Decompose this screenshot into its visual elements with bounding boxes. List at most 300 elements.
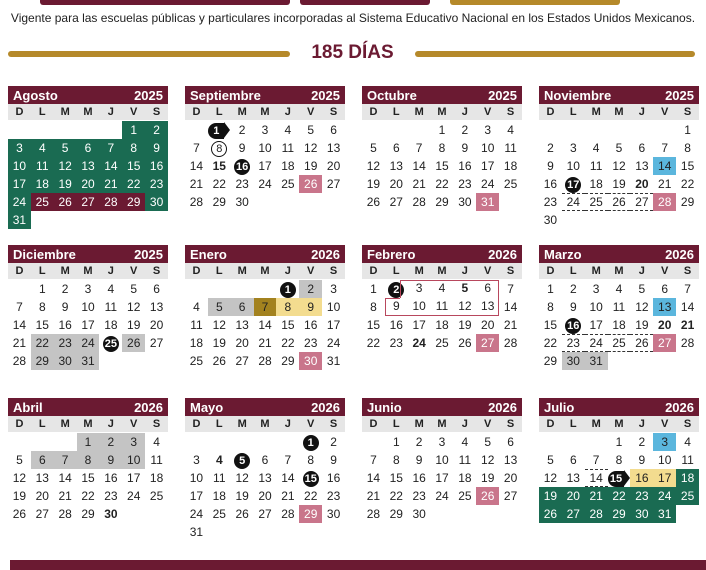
month-year: 2025 [488, 87, 517, 103]
day-cell: 20 [149, 318, 164, 332]
weekday-label: D [546, 106, 555, 118]
day-cell: 9 [415, 453, 423, 467]
day-cell: 27 [653, 334, 676, 352]
day-cell: 27 [77, 193, 100, 211]
day-cell: 23 [145, 175, 168, 193]
day-cell: 23 [54, 334, 77, 352]
month-year: 2026 [665, 399, 694, 415]
weekday-label: M [83, 106, 93, 118]
day-cell: 1 [276, 280, 299, 298]
weekday-label: V [307, 106, 315, 118]
day-cell: 16 [104, 471, 118, 485]
day-cell: 18 [612, 318, 626, 332]
day-cell: 27 [326, 177, 341, 191]
day-cell: 8 [38, 300, 46, 314]
day-cell: 7 [193, 141, 200, 155]
month-name: Enero [190, 246, 227, 262]
weekday-label: S [152, 418, 161, 430]
day-cell: 11 [104, 300, 118, 314]
day-cell: 1 [208, 121, 231, 139]
day-cell: 1 [615, 435, 623, 449]
day-cell: 13 [235, 318, 249, 332]
day-cell: 27 [389, 195, 403, 209]
weekday-label: M [83, 418, 93, 430]
day-cell: 14 [412, 159, 426, 173]
day-cell: 8 [122, 139, 145, 157]
day-cell: 25 [676, 487, 699, 505]
day-cell: 12 [12, 471, 27, 485]
day-cell: 16 [458, 159, 472, 173]
day-cell: 9 [299, 298, 322, 316]
day-cell: 7 [284, 453, 292, 467]
day-cell: 19 [612, 177, 626, 191]
day-cell: 8 [208, 139, 231, 157]
day-cell: 22 [31, 334, 54, 352]
month-header [8, 245, 168, 263]
day-cell: 15 [81, 471, 95, 485]
day-cell: 4 [284, 123, 292, 137]
day-cell: 25 [608, 334, 631, 352]
weekday-label: M [591, 265, 601, 277]
title-remnant [0, 0, 706, 8]
day-cell: 7 [507, 282, 514, 296]
month-year: 2025 [134, 87, 163, 103]
day-cell: 25 [503, 177, 518, 191]
day-cell: 15 [122, 157, 145, 175]
day-cell: 26 [212, 354, 226, 368]
day-cell: 12 [543, 471, 558, 485]
day-cell: 5 [547, 453, 554, 467]
day-cell: 3 [261, 123, 269, 137]
weekday-label: M [60, 265, 70, 277]
day-cell: 27 [35, 507, 49, 521]
day-cell: 14 [653, 157, 676, 175]
day-cell: 24 [435, 489, 449, 503]
day-cell: 6 [261, 453, 269, 467]
weekday-header [185, 416, 345, 432]
day-cell: 28 [412, 195, 426, 209]
month-header [185, 86, 345, 104]
weekday-label: J [107, 106, 114, 118]
day-cell: 2 [145, 121, 168, 139]
day-cell: 4 [193, 300, 200, 314]
day-cell: 15 [435, 159, 449, 173]
day-cell: 1 [547, 282, 554, 296]
weekday-label: D [192, 265, 201, 277]
day-cell: 13 [149, 300, 164, 314]
month-name: Abril [13, 399, 43, 415]
day-cell: 17 [589, 318, 603, 332]
day-cell: 15 [543, 318, 558, 332]
day-cell: 2 [330, 435, 337, 449]
day-cell: 11 [504, 141, 517, 155]
day-cell: 26 [476, 487, 499, 505]
day-cell: 3 [569, 141, 577, 155]
month-name: Agosto [13, 87, 58, 103]
day-cell: 10 [589, 300, 603, 314]
day-cell: 29 [31, 352, 54, 370]
highlight-box [385, 298, 499, 316]
day-cell: 26 [539, 505, 562, 523]
day-cell: 25 [189, 354, 204, 368]
day-cell: 21 [503, 318, 518, 332]
day-cell: 20 [635, 177, 649, 191]
month-header [539, 398, 699, 416]
day-cell: 17 [412, 318, 426, 332]
day-cell: 24 [189, 507, 204, 521]
day-cell: 2 [99, 433, 122, 451]
day-cell: 26 [608, 193, 631, 211]
weekday-label: V [661, 106, 669, 118]
day-cell: 23 [412, 489, 426, 503]
day-cell: 27 [630, 193, 653, 211]
day-cell: 15 [212, 159, 226, 173]
day-cell: 29 [543, 354, 558, 368]
day-cell: 17 [81, 318, 95, 332]
day-cell: 9 [238, 141, 246, 155]
weekday-label: L [392, 418, 400, 430]
month-header [539, 245, 699, 263]
day-cell: 4 [215, 453, 223, 467]
day-cell: 16 [304, 318, 318, 332]
day-cell: 2 [461, 123, 469, 137]
day-cell: 4 [592, 141, 600, 155]
day-cell: 2 [385, 280, 408, 298]
weekday-label: M [83, 265, 93, 277]
divider-left [8, 51, 290, 57]
day-cell: 4 [507, 123, 514, 137]
day-cell: 25 [104, 338, 117, 350]
day-cell: 27 [503, 489, 518, 503]
weekday-label: L [569, 418, 577, 430]
day-cell: 26 [235, 507, 249, 521]
day-cell: 19 [304, 159, 318, 173]
day-cell: 30 [458, 195, 472, 209]
day-cell: 28 [585, 505, 608, 523]
day-cell: 21 [366, 489, 381, 503]
month-header [362, 245, 522, 263]
day-cell: 3 [592, 282, 600, 296]
day-cell: 14 [99, 157, 122, 175]
day-cell: 13 [389, 159, 403, 173]
day-cell: 7 [16, 300, 23, 314]
day-cell: 10 [326, 300, 341, 314]
weekday-label: J [638, 265, 645, 277]
day-cell: 6 [153, 282, 160, 296]
weekday-label: D [369, 418, 378, 430]
day-cell: 28 [366, 507, 381, 521]
day-cell: 28 [12, 354, 27, 368]
weekday-label: D [15, 418, 24, 430]
highlight-box [385, 298, 400, 299]
day-cell: 4 [461, 435, 469, 449]
month-header [8, 86, 168, 104]
day-cell: 24 [585, 334, 608, 352]
day-cell: 30 [630, 505, 653, 523]
weekday-label: L [38, 418, 46, 430]
day-cell: 30 [104, 507, 118, 521]
day-cell: 24 [653, 487, 676, 505]
weekday-header [362, 263, 522, 279]
day-cell: 5 [307, 123, 315, 137]
day-cell: 3 [330, 282, 337, 296]
weekday-label: M [237, 106, 247, 118]
weekday-label: M [414, 265, 424, 277]
month-year: 2026 [488, 246, 517, 262]
day-cell: 4 [153, 435, 160, 449]
weekday-label: L [392, 265, 400, 277]
day-cell: 31 [653, 505, 676, 523]
day-cell: 25 [458, 489, 472, 503]
day-cell: 26 [122, 334, 145, 352]
day-cell: 5 [484, 435, 492, 449]
weekday-label: M [60, 106, 70, 118]
weekday-label: J [461, 265, 468, 277]
day-cell: 17 [567, 179, 580, 191]
divider-right [415, 51, 695, 57]
weekday-label: L [392, 106, 400, 118]
day-cell: 7 [415, 141, 423, 155]
day-cell: 26 [12, 507, 27, 521]
weekday-label: L [215, 106, 223, 118]
day-cell: 18 [281, 159, 295, 173]
day-cell: 3 [415, 281, 423, 295]
day-cell: 13 [481, 299, 495, 313]
day-cell: 6 [31, 451, 54, 469]
days-total: 185 DÍAS [311, 42, 394, 63]
day-cell: 22 [543, 336, 558, 350]
day-cell: 1 [370, 282, 377, 296]
day-cell: 7 [54, 451, 77, 469]
day-cell: 2 [415, 435, 423, 449]
day-cell: 26 [299, 175, 322, 193]
day-cell: 25 [585, 193, 608, 211]
day-cell: 15 [35, 318, 49, 332]
day-cell: 25 [31, 193, 54, 211]
weekday-label: L [38, 106, 46, 118]
weekday-label: M [414, 418, 424, 430]
day-cell: 20 [503, 471, 518, 485]
day-cell: 17 [189, 489, 204, 503]
day-cell: 22 [608, 487, 631, 505]
day-cell: 30 [299, 352, 322, 370]
month-noviembre [539, 86, 699, 228]
day-cell: 22 [122, 175, 145, 193]
day-cell: 13 [566, 471, 580, 485]
weekday-label: S [683, 106, 692, 118]
day-cell: 6 [484, 281, 492, 295]
weekday-label: L [569, 106, 577, 118]
day-cell: 29 [281, 354, 295, 368]
month-junio [362, 398, 522, 540]
day-cell: 18 [503, 159, 518, 173]
day-cell: 12 [127, 300, 141, 314]
day-cell: 12 [481, 453, 495, 467]
day-cell: 10 [412, 299, 426, 313]
weekday-label: M [437, 418, 447, 430]
day-cell: 5 [231, 451, 254, 469]
weekday-header [362, 104, 522, 120]
weekday-label: S [506, 418, 515, 430]
day-cell: 28 [258, 354, 272, 368]
month-year: 2025 [134, 246, 163, 262]
weekday-label: J [284, 265, 291, 277]
weekday-label: M [591, 106, 601, 118]
day-cell: 2 [638, 435, 646, 449]
weekday-header [539, 263, 699, 279]
day-cell: 13 [635, 159, 649, 173]
day-cell: 1 [122, 121, 145, 139]
weekday-label: V [307, 265, 315, 277]
day-cell: 29 [435, 195, 449, 209]
day-cell: 12 [304, 141, 318, 155]
weekday-label: D [15, 265, 24, 277]
month-year: 2026 [488, 399, 517, 415]
day-cell: 10 [258, 141, 272, 155]
weekday-label: V [130, 418, 138, 430]
month-diciembre [8, 245, 168, 387]
weekday-header [362, 416, 522, 432]
day-cell: 3 [8, 139, 31, 157]
weekday-label: J [638, 418, 645, 430]
weekday-label: D [192, 418, 201, 430]
day-cell: 3 [84, 282, 92, 296]
weekday-label: V [661, 418, 669, 430]
weekday-header [8, 263, 168, 279]
weekday-label: S [683, 418, 692, 430]
weekday-label: M [237, 418, 247, 430]
day-cell: 24 [481, 177, 495, 191]
day-cell: 29 [212, 195, 226, 209]
weekday-label: D [192, 106, 201, 118]
month-abril [8, 398, 168, 540]
month-header [362, 398, 522, 416]
day-cell: 10 [658, 453, 672, 467]
day-cell: 24 [326, 336, 341, 350]
day-cell: 30 [235, 195, 249, 209]
day-cell: 21 [412, 177, 426, 191]
day-cell: 28 [680, 336, 695, 350]
day-cell: 12 [458, 299, 472, 313]
day-cell: 3 [653, 433, 676, 451]
day-cell: 23 [104, 489, 118, 503]
day-cell: 14 [258, 318, 272, 332]
day-cell: 11 [190, 318, 203, 332]
day-cell: 23 [458, 177, 472, 191]
weekday-label: J [107, 265, 114, 277]
day-cell: 16 [145, 157, 168, 175]
day-cell: 17 [481, 159, 495, 173]
highlight-box [400, 280, 499, 298]
month-year: 2025 [665, 87, 694, 103]
day-cell: 13 [258, 471, 272, 485]
weekday-label: S [683, 265, 692, 277]
month-name: Junio [367, 399, 402, 415]
day-cell: 16 [630, 469, 653, 487]
day-cell: 20 [326, 159, 341, 173]
day-cell: 28 [503, 336, 518, 350]
day-cell: 25 [281, 177, 295, 191]
day-cell: 5 [16, 453, 23, 467]
month-name: Julio [544, 399, 575, 415]
month-year: 2026 [134, 399, 163, 415]
day-cell: 7 [370, 453, 377, 467]
weekday-label: M [437, 106, 447, 118]
day-cell: 8 [615, 453, 623, 467]
day-cell: 17 [435, 471, 449, 485]
day-cell: 21 [258, 336, 272, 350]
day-cell: 13 [653, 298, 676, 316]
footer-bar [10, 560, 706, 570]
weekday-label: V [130, 265, 138, 277]
day-cell: 11 [612, 300, 626, 314]
day-cell: 20 [658, 318, 672, 332]
day-cell: 7 [684, 282, 691, 296]
day-cell: 29 [389, 507, 403, 521]
day-cell: 25 [149, 489, 164, 503]
day-cell: 12 [54, 157, 77, 175]
day-cell: 24 [258, 177, 272, 191]
day-cell: 18 [589, 177, 603, 191]
day-cell: 7 [592, 453, 600, 467]
day-cell: 19 [458, 318, 472, 332]
month-header [539, 86, 699, 104]
day-cell: 5 [370, 141, 377, 155]
day-cell: 22 [81, 489, 95, 503]
weekday-header [539, 416, 699, 432]
weekday-label: V [484, 106, 492, 118]
day-cell: 18 [676, 469, 699, 487]
day-cell: 5 [54, 139, 77, 157]
day-cell: 22 [366, 336, 381, 350]
day-cell: 23 [562, 334, 585, 352]
day-cell: 30 [543, 213, 558, 227]
day-cell: 15 [281, 318, 295, 332]
weekday-label: S [152, 265, 161, 277]
day-cell: 14 [680, 300, 695, 314]
weekday-label: L [215, 418, 223, 430]
month-year: 2026 [311, 399, 340, 415]
day-cell: 8 [370, 300, 377, 314]
day-cell: 15 [304, 473, 317, 485]
day-cell: 19 [235, 489, 249, 503]
day-cell: 5 [130, 282, 138, 296]
day-cell: 22 [281, 336, 295, 350]
month-name: Febrero [367, 246, 416, 262]
day-cell: 28 [99, 193, 122, 211]
day-cell: 18 [104, 318, 118, 332]
day-cell: 16 [389, 318, 403, 332]
day-cell: 19 [54, 175, 77, 193]
day-cell: 25 [212, 507, 226, 521]
day-cell: 6 [507, 435, 514, 449]
day-cell: 18 [458, 471, 472, 485]
day-cell: 20 [481, 318, 495, 332]
day-cell: 5 [208, 298, 231, 316]
day-cell: 11 [681, 453, 694, 467]
day-cell: 16 [543, 177, 558, 191]
day-cell: 15 [608, 469, 631, 487]
weekday-label: M [437, 265, 447, 277]
day-cell: 21 [658, 177, 672, 191]
day-cell: 9 [461, 141, 469, 155]
day-cell: 8 [77, 451, 100, 469]
day-cell: 14 [585, 469, 608, 487]
day-cell: 23 [235, 177, 249, 191]
day-cell: 6 [638, 141, 646, 155]
day-cell: 22 [435, 177, 449, 191]
day-cell: 13 [326, 141, 341, 155]
